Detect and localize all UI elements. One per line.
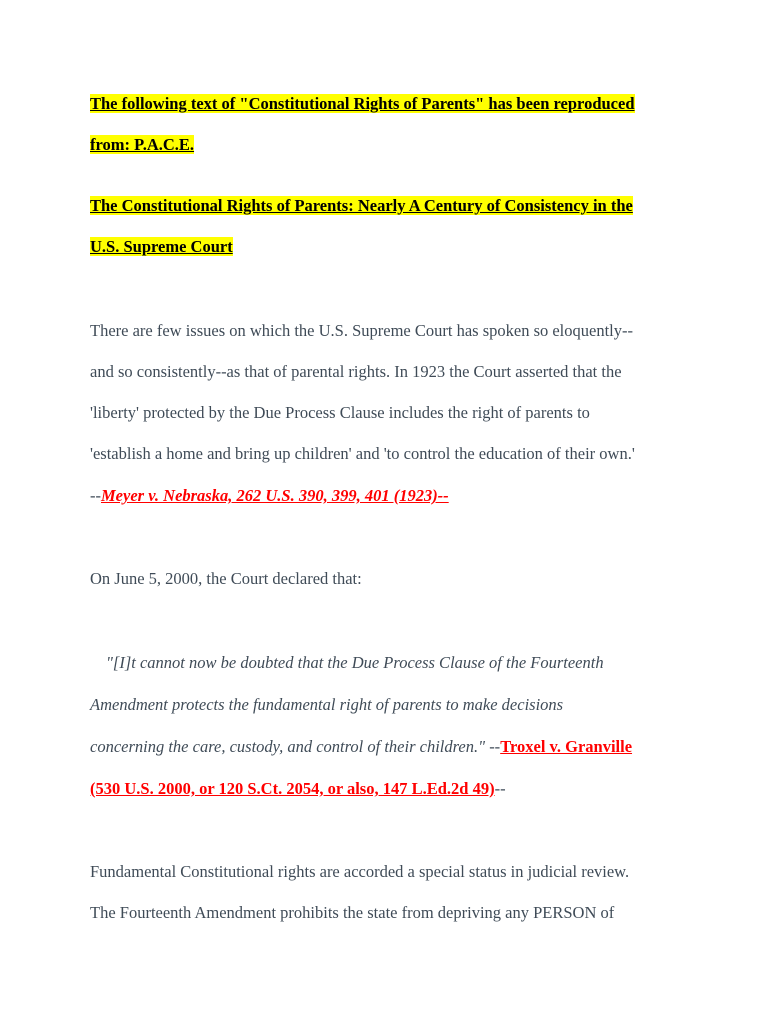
dash-suffix: -- xyxy=(494,779,506,798)
troxel-citation-link[interactable]: Troxel v. Granville xyxy=(500,737,633,756)
heading-line-2 xyxy=(90,135,194,155)
heading-line-3 xyxy=(90,196,633,216)
dash-separator: -- xyxy=(485,737,501,756)
quote-line-2: Amendment protects the fundamental right of parents to make decisions xyxy=(90,695,564,714)
heading-line-1 xyxy=(90,94,635,114)
quote-line-3 xyxy=(90,737,632,757)
quote-line-1: "[I]t cannot now be doubted that the Due Process Clause of the Fourteenth xyxy=(106,653,604,672)
para1-line-4: 'establish a home and bring up children' and 'to control the education of their own.' xyxy=(90,444,635,463)
meyer-citation-link[interactable]: Meyer v. Nebraska, 262 U.S. 390, 399, 401 (1923)-- xyxy=(101,486,449,505)
quote-line-4 xyxy=(90,779,506,799)
article-title-cont: U.S. Supreme Court xyxy=(90,237,233,256)
para1-line-5 xyxy=(90,486,449,506)
para1-line-2: and so consistently--as that of parental rights. In 1923 the Court asserted that the xyxy=(90,362,622,381)
para3-line-1: Fundamental Constitutional rights are accorded a special status in judicial review. xyxy=(90,862,630,881)
para1-line-1: There are few issues on which the U.S. Supreme Court has spoken so eloquently-- xyxy=(90,321,634,340)
para3-line-2: The Fourteenth Amendment prohibits the state from depriving any PERSON of xyxy=(90,903,615,922)
quote-text-end: concerning the care, custody, and control of their children." xyxy=(90,737,486,756)
para1-line-3: 'liberty' protected by the Due Process Clause includes the right of parents to xyxy=(90,403,590,422)
heading-source: from: P.A.C.E. xyxy=(90,135,195,154)
heading-line-4 xyxy=(90,237,233,257)
dash-prefix: -- xyxy=(90,486,101,505)
heading-text: The following text of "Constitutional Rights of Parents" has been reproduced xyxy=(90,94,635,113)
troxel-citation-ref-link[interactable]: (530 U.S. 2000, or 120 S.Ct. 2054, or also, 147 L.Ed.2d 49) xyxy=(90,779,495,798)
article-title: The Constitutional Rights of Parents: Nearly A Century of Consistency in the xyxy=(90,196,633,215)
para2-line: On June 5, 2000, the Court declared that: xyxy=(90,569,362,588)
